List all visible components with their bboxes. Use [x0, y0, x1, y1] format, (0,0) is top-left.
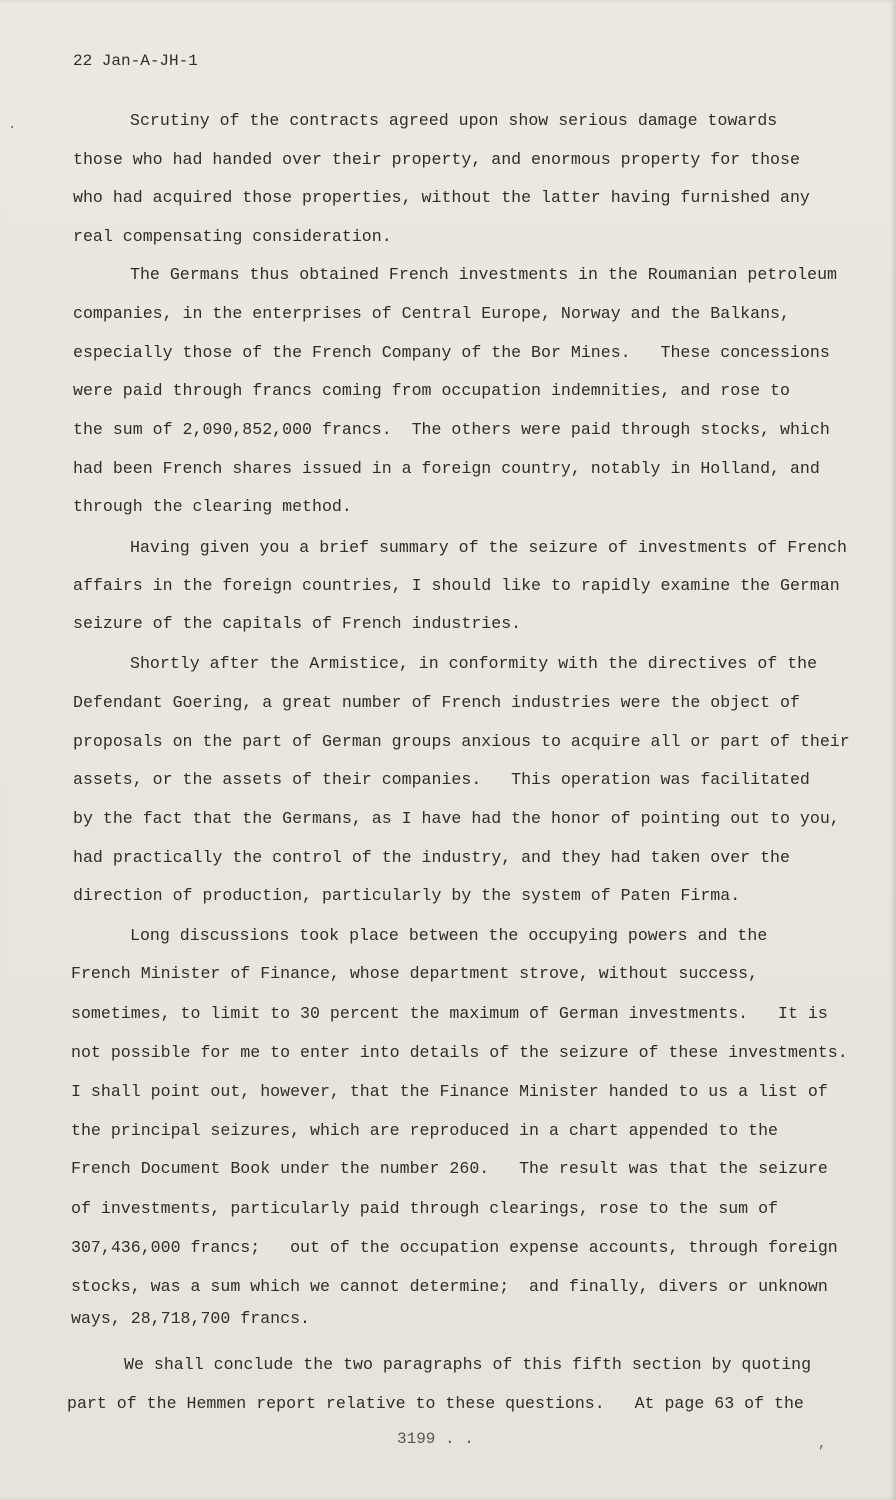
text-line: especially those of the French Company of the Bor Mines. These concessions: [73, 343, 830, 362]
margin-mark: ·: [8, 120, 17, 136]
text-line: Shortly after the Armistice, in conformity with the directives of the: [130, 654, 818, 673]
text-line: direction of production, particularly by the system of Paten Firma.: [73, 886, 741, 905]
text-line: I shall point out, however, that the Finance Minister handed to us a list of: [71, 1082, 828, 1101]
text-line: The Germans thus obtained French investments in the Roumanian petroleum: [130, 265, 838, 284]
text-line: assets, or the assets of their companies. This operation was facilitated: [73, 770, 810, 789]
text-line: had been French shares issued in a foreign country, notably in Holland, and: [73, 459, 820, 478]
text-line: real compensating consideration.: [73, 227, 392, 246]
text-line: seizure of the capitals of French industries.: [73, 614, 522, 633]
text-line: Defendant Goering, a great number of French industries were the object of: [73, 693, 800, 712]
text-line: French Minister of Finance, whose department strove, without success,: [71, 964, 759, 983]
text-line: Having given you a brief summary of the seizure of investments of French: [130, 538, 847, 557]
text-line: sometimes, to limit to 30 percent the maximum of German investments. It is: [71, 1004, 828, 1023]
text-line: the sum of 2,090,852,000 francs. The others were paid through stocks, which: [73, 420, 830, 439]
text-line: French Document Book under the number 260. The result was that the seizure: [71, 1159, 828, 1178]
text-line: not possible for me to enter into details of the seizure of these investments.: [71, 1043, 848, 1062]
text-line: proposals on the part of German groups anxious to acquire all or part of their: [73, 732, 850, 751]
text-line: the principal seizures, which are reproduced in a chart appended to the: [71, 1121, 779, 1140]
text-line: through the clearing method.: [73, 497, 352, 516]
margin-mark: ,: [818, 1436, 827, 1452]
text-line: those who had handed over their property, and enormous property for those: [73, 150, 800, 169]
text-line: by the fact that the Germans, as I have had the honor of pointing out to you,: [73, 809, 840, 828]
text-line: part of the Hemmen report relative to these questions. At page 63 of the: [67, 1394, 804, 1413]
text-line: ways, 28,718,700 francs.: [71, 1309, 310, 1328]
text-line: We shall conclude the two paragraphs of this fifth section by quoting: [124, 1355, 812, 1374]
text-line: who had acquired those properties, without the latter having furnished any: [73, 188, 810, 207]
text-line: Scrutiny of the contracts agreed upon show serious damage towards: [130, 111, 778, 130]
text-line: of investments, particularly paid through clearings, rose to the sum of: [71, 1199, 779, 1218]
text-line: 307,436,000 francs; out of the occupation expense accounts, through foreign: [71, 1238, 838, 1257]
text-line: Long discussions took place between the occupying powers and the: [130, 926, 768, 945]
text-line: had practically the control of the industry, and they had taken over the: [73, 848, 790, 867]
text-line: companies, in the enterprises of Central Europe, Norway and the Balkans,: [73, 304, 790, 323]
text-line: affairs in the foreign countries, I should like to rapidly examine the German: [73, 576, 840, 595]
document-reference: 22 Jan-A-JH-1: [73, 52, 198, 70]
text-line: stocks, was a sum which we cannot determine; and finally, divers or unknown: [71, 1277, 828, 1296]
page-number: 3199 . .: [397, 1430, 474, 1448]
text-line: were paid through francs coming from occupation indemnities, and rose to: [73, 381, 790, 400]
